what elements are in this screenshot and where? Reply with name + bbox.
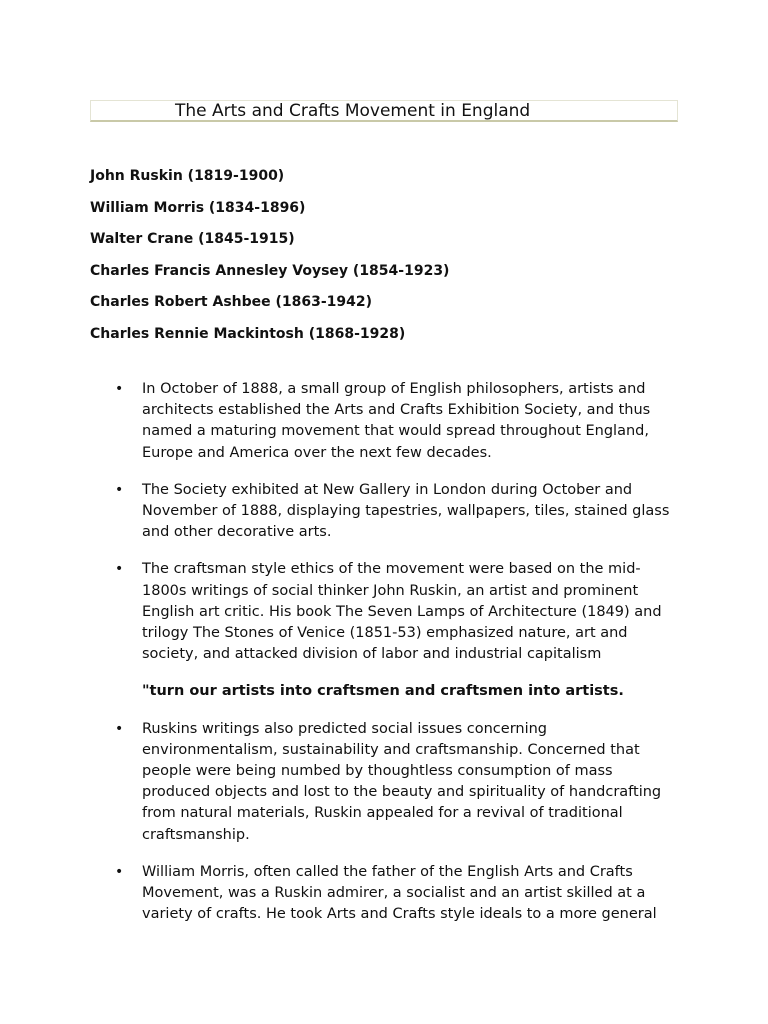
name-item: William Morris (1834-1896) bbox=[90, 199, 306, 216]
bullet-item bbox=[115, 379, 685, 464]
bullet-text: The Society exhibited at New Gallery in London during October and November of 1888, displaying tapestries, wallpapers, tiles, stained glass and other decorative arts. bbox=[142, 481, 670, 541]
name-item: Charles Rennie Mackintosh (1868-1928) bbox=[90, 325, 406, 342]
name-item: John Ruskin (1819-1900) bbox=[90, 168, 285, 184]
bullet-item bbox=[115, 480, 685, 544]
bullet-text: Ruskins writings also predicted social issues concerning environmentalism, sustainability and craftsmanship. Concerned that people were being numbed by thoughtless consumption of mass produced objects and lost to the beauty and spirituality of handcrafting from natural materials, Ruskin appealed for a revival of traditional craftsmanship. bbox=[142, 720, 662, 843]
name-item: Charles Robert Ashbee (1863-1942) bbox=[90, 294, 373, 311]
bullet-icon: • bbox=[115, 561, 124, 578]
bullet-item bbox=[115, 719, 685, 846]
bullet-icon: • bbox=[115, 720, 124, 737]
bullet-icon: • bbox=[115, 381, 124, 397]
document-title: The Arts and Crafts Movement in England bbox=[175, 101, 531, 121]
bullet-icon: • bbox=[115, 863, 124, 880]
bullet-text: The craftsman style ethics of the movement were based on the mid-1800s writings of social thinker John Ruskin, an artist and prominent English art critic. His book The Seven Lamps of Architecture (1849) and trilogy The Stones of Venice (1851-53) emphasized nature, art and society, and attacked division of labor and industrial capitalism bbox=[142, 561, 662, 663]
pull-quote: "turn our artists into craftsmen and craftsmen into artists. bbox=[142, 683, 624, 700]
name-item: Charles Francis Annesley Voysey (1854-1923) bbox=[90, 262, 450, 279]
bullet-list bbox=[115, 379, 685, 941]
names-list bbox=[90, 166, 690, 356]
bullet-text: In October of 1888, a small group of English philosophers, artists and architects established the Arts and Crafts Exhibition Society, and thus named a maturing movement that would spread throughout England, Europe and America over the next few decades. bbox=[142, 381, 651, 461]
bullet-item bbox=[115, 862, 685, 926]
name-item: Walter Crane (1845-1915) bbox=[90, 231, 295, 248]
bullet-text: William Morris, often called the father of the English Arts and Crafts Movement, was a Ruskin admirer, a socialist and an artist skilled at a variety of crafts. He took Arts and Crafts style ideals to a more general bbox=[142, 863, 657, 923]
bullet-icon: • bbox=[115, 481, 124, 498]
bullet-item bbox=[115, 559, 685, 665]
